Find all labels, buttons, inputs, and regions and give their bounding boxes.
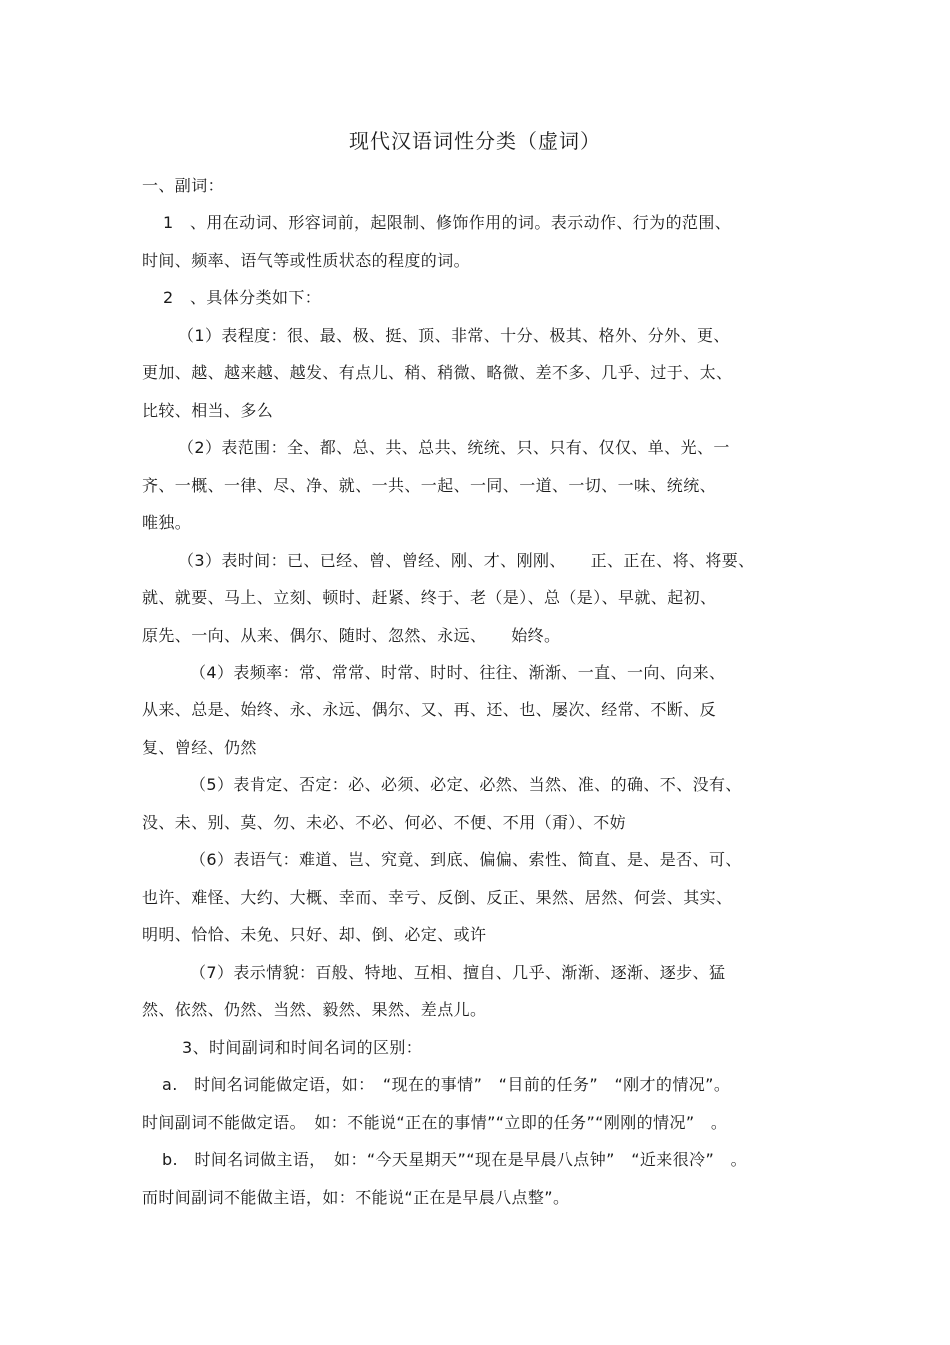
category-frequency-line: 复、曾经、仍然 (142, 738, 257, 757)
paragraph-line: b. 时间名词做主语， 如：“今天星期天”“现在是早晨八点钟” “近来很冷” 。 (162, 1150, 747, 1169)
category-frequency-line: （4）表频率：常、常常、时常、时时、往往、渐渐、一直、一向、向来、 (190, 663, 726, 682)
category-degree-line: （1）表程度：很、最、极、挺、顶、非常、十分、极其、格外、分外、更、 (178, 326, 730, 345)
category-degree-line: 比较、相当、多么 (142, 401, 274, 420)
paragraph-line: 时间副词不能做定语。 如：不能说“正在的事情”“立即的任务”“刚刚的情况” 。 (142, 1113, 728, 1132)
category-scope-line: 齐、一概、一律、尽、净、就、一共、一起、一同、一道、一切、一味、统统、 (142, 476, 717, 495)
paragraph-line: 1 、用在动词、形容词前，起限制、修饰作用的词。表示动作、行为的范围、 (163, 213, 732, 232)
category-mood-line: （6）表语气：难道、岂、究竟、到底、偏偏、索性、简直、是、是否、可、 (190, 850, 742, 869)
category-affirm-negate-line: （5）表肯定、否定：必、必须、必定、必然、当然、准、的确、不、没有、 (190, 775, 742, 794)
category-degree-line: 更加、越、越来越、越发、有点儿、稍、稍微、略微、差不多、几乎、过于、太、 (142, 363, 733, 382)
subsection-heading: 3、时间副词和时间名词的区别： (182, 1038, 423, 1057)
category-mood-line: 明明、恰恰、未免、只好、却、倒、必定、或许 (142, 925, 487, 944)
category-time-line: （3）表时间：已、已经、曾、曾经、刚、才、刚刚、 正、正在、将、将要、 (178, 551, 755, 570)
category-mood-line: 也许、难怪、大约、大概、幸而、幸亏、反倒、反正、果然、居然、何尝、其实、 (142, 888, 733, 907)
category-time-line: 就、就要、马上、立刻、顿时、赶紧、终于、老（是）、总（是）、早就、起初、 (142, 588, 717, 607)
paragraph-line: 时间、频率、语气等或性质状态的程度的词。 (142, 251, 471, 270)
paragraph-line: a. 时间名词能做定语，如： “现在的事情” “目前的任务” “刚才的情况”。 (162, 1075, 731, 1094)
category-affirm-negate-line: 没、未、别、莫、勿、未必、不必、何必、不便、不用（甭）、不妨 (142, 813, 627, 832)
category-time-line: 原先、一向、从来、偶尔、随时、忽然、永远、 始终。 (142, 626, 561, 645)
paragraph-line: 而时间副词不能做主语，如：不能说“正在是早晨八点整”。 (142, 1188, 570, 1207)
category-manner-line: （7）表示情貌：百般、特地、互相、擅自、几乎、渐渐、逐渐、逐步、猛 (190, 963, 726, 982)
category-scope-line: （2）表范围：全、都、总、共、总共、统统、只、只有、仅仅、单、光、一 (178, 438, 730, 457)
category-frequency-line: 从来、总是、始终、永、永远、偶尔、又、再、还、也、屡次、经常、不断、反 (142, 700, 717, 719)
section-heading-adverbs: 一、副词： (142, 176, 225, 195)
category-scope-line: 唯独。 (142, 513, 192, 532)
subsection-heading: 2 、具体分类如下： (163, 288, 322, 307)
page-title: 现代汉语词性分类（虚词） (349, 129, 601, 153)
category-manner-line: 然、依然、仍然、当然、毅然、果然、差点儿。 (142, 1000, 487, 1019)
